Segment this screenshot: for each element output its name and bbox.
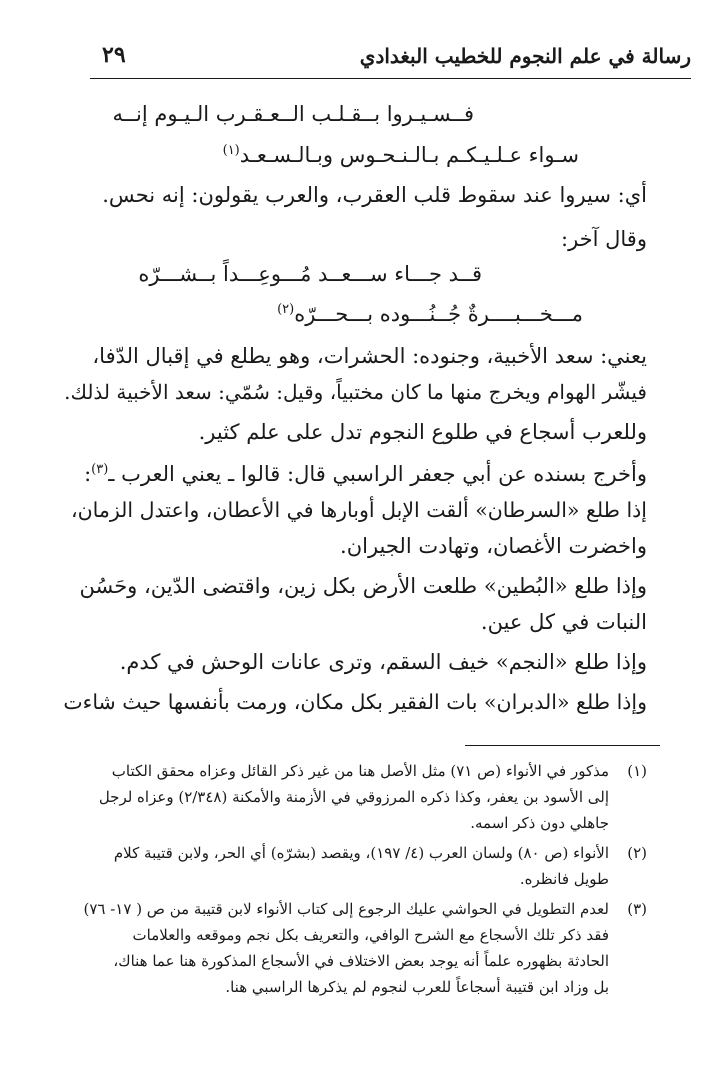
footnote-line: مذكور في الأنواء (ص ٧١) مثل الأصل هنا من غير ذكر القائل وعزاه محقق الكتاب [111, 762, 609, 780]
running-title: رسالة في علم النجوم للخطيب البغدادي [359, 44, 691, 68]
paragraph-line: يعني: سعد الأخبية، وجنوده: الحشرات، وهو يطلع في إقبال الدّفا، [92, 344, 647, 368]
verse-line: قــد جـــاء ســـعــد مُـــوعِـــداً بــشـــرّه [138, 262, 482, 286]
footnote-divider [465, 745, 660, 746]
paragraph-line: فيشّر الهوام ويخرج منها ما كان مختبياً، وقيل: سُمّي: سعد الأخبية لذلك. [64, 380, 647, 404]
verse-line: مـــخـــبــــرةٌ جُــنُـــوده بـــحـــرّه$^{(٢)}$ [277, 302, 583, 326]
page-number: ٢٩ [102, 42, 126, 68]
paragraph-line: وإذا طلع «النجم» خيف السقم، وترى عانات الوحش في كدم. [119, 650, 647, 674]
verse-line: سـواء عـلـيـكـم بـالـنـحـوس وبـالـسـعـد$^{(١)}$ [222, 143, 579, 167]
footnote-line: فقد ذكر تلك الأسجاع مع الشرح الوافي، والتعريف بكل نجم وموقعه والعلامات [132, 926, 609, 944]
paragraph-line: وللعرب أسجاع في طلوع النجوم تدل على علم كثير. [198, 420, 647, 444]
footnote-number: (٢) [627, 844, 647, 862]
verse-line: فــسـيـروا بــقـلـب الــعـقـرب الـيـوم إنــه [112, 102, 474, 126]
footnote-number: (٣) [627, 900, 647, 918]
footnote-line: جاهلي دون ذكر اسمه. [470, 814, 609, 832]
paragraph-line: وقال آخر: [561, 227, 647, 251]
paragraph-line: النبات في كل عين. [480, 610, 647, 634]
paragraph-line: أي: سيروا عند سقوط قلب العقرب، والعرب يقولون: إنه نحس. [102, 183, 647, 207]
footnote-ref: (٣) [91, 462, 109, 477]
footnote-line: إلى الأسود بن يعفر، وكذا ذكره المرزوقي في الأزمنة والأمكنة (٢/٣٤٨) وعزاه لرجل [98, 788, 609, 806]
paragraph-line: وأخرج بسنده عن أبي جعفر الراسبي قال: قالوا ـ يعني العرب ـ$^{(٣)}$: [84, 462, 647, 486]
paragraph-line: وإذا طلع «البُطين» طلعت الأرض بكل زين، واقتضى الدّين، وحَسُن [79, 574, 647, 598]
footnote-ref: (١) [222, 143, 240, 158]
paragraph-line: وإذا طلع «الدبران» بات الفقير بكل مكان، ورمت بأنفسها حيث شاءت [63, 690, 647, 714]
footnote-line: الحادثة بظهوره علماً أنه يوجد بعض الاختلاف في الأسجاع المذكورة هنا عما هناك، [113, 952, 609, 970]
page-header [90, 38, 691, 79]
paragraph-line: واخضرت الأغصان، وتهادت الجيران. [340, 534, 647, 558]
footnote-line: طويل فانظره. [519, 870, 609, 888]
footnote-line: بل وزاد ابن قتيبة أسجاعاً للعرب لنجوم لم يذكرها الراسبي هنا. [225, 978, 609, 996]
footnote-line: الأنواء (ص ٨٠) ولسان العرب (٤/ ١٩٧)، ويقصد (بشرّه) أي الحر، ولابن قتيبة كلام [113, 844, 609, 862]
footnote-line: لعدم التطويل في الحواشي عليك الرجوع إلى كتاب الأنواء لابن قتيبة من ص ( ١٧- ٧٦) [83, 900, 609, 918]
footnote-ref: (٢) [277, 302, 295, 317]
paragraph-line: إذا طلع «السرطان» ألقت الإبل أوبارها في الأعطان، واعتدل الزمان، [70, 498, 647, 522]
footnote-number: (١) [627, 762, 647, 780]
